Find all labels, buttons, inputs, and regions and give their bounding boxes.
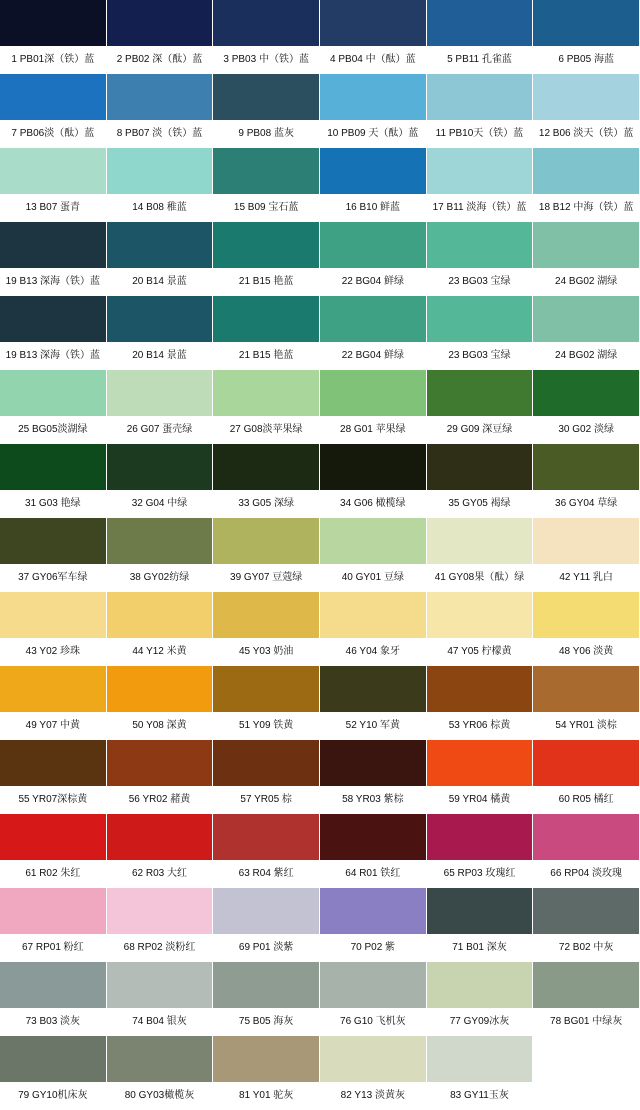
color-swatch-cell <box>533 666 640 740</box>
color-label: 50 Y08 深黄 <box>107 712 213 739</box>
color-chip <box>533 222 639 268</box>
color-label: 6 PB05 海蓝 <box>533 46 639 73</box>
color-chip <box>213 740 319 786</box>
color-swatch-cell <box>533 370 640 444</box>
color-swatch-cell <box>107 148 214 222</box>
color-swatch-cell <box>107 74 214 148</box>
color-swatch-cell <box>320 666 427 740</box>
color-label: 2 PB02 深（酞）蓝 <box>107 46 213 73</box>
color-swatch-cell <box>107 888 214 962</box>
color-label: 3 PB03 中（铁）蓝 <box>213 46 319 73</box>
color-swatch-cell <box>320 888 427 962</box>
color-chip <box>533 740 639 786</box>
color-label: 80 GY03橄榄灰 <box>107 1082 213 1109</box>
color-chip <box>0 666 106 712</box>
color-chip <box>213 370 319 416</box>
color-label: 66 RP04 淡玫瑰 <box>533 860 639 887</box>
color-label: 62 R03 大红 <box>107 860 213 887</box>
color-chip <box>320 74 426 120</box>
color-label: 83 GY11玉灰 <box>427 1082 533 1109</box>
color-swatch-cell <box>0 296 107 370</box>
color-label: 59 YR04 橘黄 <box>427 786 533 813</box>
color-label: 67 RP01 粉红 <box>0 934 106 961</box>
color-swatch-cell <box>320 740 427 814</box>
color-chip <box>213 0 319 46</box>
color-chip <box>320 592 426 638</box>
color-chip <box>0 74 106 120</box>
color-swatch-cell <box>213 222 320 296</box>
color-swatch-cell <box>107 1036 214 1110</box>
color-swatch-cell <box>533 1036 640 1110</box>
color-chip <box>427 222 533 268</box>
color-swatch-cell <box>0 962 107 1036</box>
color-swatch-cell <box>427 518 534 592</box>
color-swatch-cell <box>107 592 214 666</box>
color-swatch-cell <box>427 1036 534 1110</box>
color-swatch-cell <box>0 592 107 666</box>
color-chip <box>0 518 106 564</box>
color-chip <box>107 444 213 490</box>
color-chip <box>107 1036 213 1082</box>
color-label: 49 Y07 中黄 <box>0 712 106 739</box>
color-swatch-cell <box>320 444 427 518</box>
color-swatch-cell <box>533 148 640 222</box>
color-swatch-cell <box>0 74 107 148</box>
color-chip <box>107 370 213 416</box>
color-label: 58 YR03 紫棕 <box>320 786 426 813</box>
color-label: 18 B12 中海（铁）蓝 <box>533 194 639 221</box>
color-label: 47 Y05 柠檬黄 <box>427 638 533 665</box>
color-label: 33 G05 深绿 <box>213 490 319 517</box>
color-swatch-cell <box>213 1036 320 1110</box>
color-swatch-cell <box>320 1036 427 1110</box>
color-label: 77 GY09冰灰 <box>427 1008 533 1035</box>
color-label: 42 Y11 乳白 <box>533 564 639 591</box>
color-swatch-cell <box>107 962 214 1036</box>
color-swatch-cell <box>427 592 534 666</box>
color-chip <box>427 888 533 934</box>
color-label: 32 G04 中绿 <box>107 490 213 517</box>
color-label: 9 PB08 蓝灰 <box>213 120 319 147</box>
color-label: 69 P01 淡紫 <box>213 934 319 961</box>
color-swatch-cell <box>213 814 320 888</box>
color-swatch-cell <box>320 592 427 666</box>
color-chip <box>320 740 426 786</box>
color-label: 28 G01 苹果绿 <box>320 416 426 443</box>
color-chip <box>0 962 106 1008</box>
color-chip <box>427 666 533 712</box>
color-swatch-cell <box>107 740 214 814</box>
color-label: 78 BG01 中绿灰 <box>533 1008 639 1035</box>
color-label: 17 B11 淡海（铁）蓝 <box>427 194 533 221</box>
color-swatch-cell <box>0 148 107 222</box>
color-chip <box>213 74 319 120</box>
color-swatch-cell <box>533 962 640 1036</box>
color-swatch-cell <box>213 74 320 148</box>
color-chip <box>320 962 426 1008</box>
color-chip <box>107 74 213 120</box>
color-label: 61 R02 朱红 <box>0 860 106 887</box>
color-label: 76 G10 飞机灰 <box>320 1008 426 1035</box>
color-label: 31 G03 艳绿 <box>0 490 106 517</box>
color-chip <box>533 1036 639 1082</box>
color-chip <box>213 518 319 564</box>
color-swatch-cell <box>0 222 107 296</box>
color-swatch-cell <box>107 518 214 592</box>
color-label: 23 BG03 宝绿 <box>427 342 533 369</box>
color-swatch-cell <box>320 518 427 592</box>
color-swatch-cell <box>427 222 534 296</box>
color-label: 8 PB07 淡（铁）蓝 <box>107 120 213 147</box>
color-label: 27 G08淡苹果绿 <box>213 416 319 443</box>
color-label: 60 R05 橘红 <box>533 786 639 813</box>
color-label: 52 Y10 军黄 <box>320 712 426 739</box>
color-swatch-cell <box>107 814 214 888</box>
color-chip <box>427 962 533 1008</box>
color-swatch-cell <box>533 814 640 888</box>
color-chip <box>427 148 533 194</box>
color-swatch-cell <box>213 888 320 962</box>
color-label: 70 P02 紫 <box>320 934 426 961</box>
color-label: 34 G06 橄榄绿 <box>320 490 426 517</box>
color-label: 53 YR06 棕黄 <box>427 712 533 739</box>
color-chip <box>533 370 639 416</box>
color-label: 40 GY01 豆绿 <box>320 564 426 591</box>
color-chip <box>533 296 639 342</box>
color-chip <box>107 518 213 564</box>
color-chip <box>320 518 426 564</box>
color-label: 35 GY05 褐绿 <box>427 490 533 517</box>
color-label: 54 YR01 淡棕 <box>533 712 639 739</box>
color-swatch-cell <box>320 296 427 370</box>
color-chip <box>107 666 213 712</box>
color-label: 65 RP03 玫瑰红 <box>427 860 533 887</box>
color-label: 79 GY10机床灰 <box>0 1082 106 1109</box>
color-swatch-cell <box>213 444 320 518</box>
color-swatch-cell <box>0 444 107 518</box>
color-label: 55 YR07深棕黄 <box>0 786 106 813</box>
color-chip <box>213 444 319 490</box>
color-swatch-cell <box>427 370 534 444</box>
color-swatch-cell <box>213 666 320 740</box>
color-chip <box>107 888 213 934</box>
color-swatch-cell <box>107 370 214 444</box>
color-swatch-cell <box>427 74 534 148</box>
color-label: 29 G09 深豆绿 <box>427 416 533 443</box>
color-label: 21 B15 艳蓝 <box>213 268 319 295</box>
color-chip <box>107 962 213 1008</box>
color-chip <box>213 1036 319 1082</box>
color-swatch-cell <box>213 740 320 814</box>
color-swatch-cell <box>427 814 534 888</box>
color-label: 81 Y01 驼灰 <box>213 1082 319 1109</box>
color-chip <box>533 962 639 1008</box>
color-chip <box>427 592 533 638</box>
color-label: 57 YR05 棕 <box>213 786 319 813</box>
color-chip <box>0 444 106 490</box>
color-label: 74 B04 银灰 <box>107 1008 213 1035</box>
color-chip <box>427 296 533 342</box>
color-chip <box>107 296 213 342</box>
color-chip <box>427 370 533 416</box>
color-chip <box>320 0 426 46</box>
color-chip <box>213 148 319 194</box>
color-swatch-cell <box>213 148 320 222</box>
color-label: 71 B01 深灰 <box>427 934 533 961</box>
color-label: 15 B09 宝石蓝 <box>213 194 319 221</box>
color-chip <box>427 0 533 46</box>
color-chip <box>213 814 319 860</box>
color-chip <box>107 740 213 786</box>
color-swatch-cell <box>533 222 640 296</box>
color-label: 1 PB01深（铁）蓝 <box>0 46 106 73</box>
color-swatch-cell <box>320 0 427 74</box>
color-swatch-cell <box>0 888 107 962</box>
color-label: 68 RP02 淡粉红 <box>107 934 213 961</box>
color-label: 26 G07 蛋壳绿 <box>107 416 213 443</box>
color-chip <box>107 592 213 638</box>
color-chip <box>107 814 213 860</box>
color-label: 37 GY06军车绿 <box>0 564 106 591</box>
color-label: 75 B05 海灰 <box>213 1008 319 1035</box>
color-swatch-cell <box>320 962 427 1036</box>
color-label: 45 Y03 奶油 <box>213 638 319 665</box>
color-swatch-cell <box>213 0 320 74</box>
color-chip <box>107 148 213 194</box>
color-chip <box>533 518 639 564</box>
color-swatch-cell <box>533 74 640 148</box>
color-chip <box>320 444 426 490</box>
color-swatch-cell <box>320 148 427 222</box>
color-swatch-cell <box>427 962 534 1036</box>
color-label <box>533 1082 639 1109</box>
color-chip <box>320 888 426 934</box>
color-swatch-cell <box>533 444 640 518</box>
color-swatch-cell <box>533 518 640 592</box>
color-label: 23 BG03 宝绿 <box>427 268 533 295</box>
color-label: 19 B13 深海（铁）蓝 <box>0 342 106 369</box>
color-label: 10 PB09 天（酞）蓝 <box>320 120 426 147</box>
color-label: 4 PB04 中（酞）蓝 <box>320 46 426 73</box>
color-swatch-cell <box>0 1036 107 1110</box>
color-chip <box>427 740 533 786</box>
color-chip <box>213 888 319 934</box>
color-chip <box>213 222 319 268</box>
color-label: 30 G02 淡绿 <box>533 416 639 443</box>
color-chip <box>533 814 639 860</box>
color-swatch-cell <box>533 296 640 370</box>
color-swatch-cell <box>213 518 320 592</box>
color-label: 22 BG04 鲜绿 <box>320 342 426 369</box>
color-label: 22 BG04 鲜绿 <box>320 268 426 295</box>
color-chip <box>427 518 533 564</box>
color-chip <box>213 666 319 712</box>
color-label: 16 B10 鲜蓝 <box>320 194 426 221</box>
color-chip <box>320 666 426 712</box>
color-swatch-cell <box>213 962 320 1036</box>
color-chip <box>107 222 213 268</box>
color-label: 13 B07 蛋青 <box>0 194 106 221</box>
color-swatch-cell <box>107 0 214 74</box>
color-swatch-cell <box>320 370 427 444</box>
color-swatch-cell <box>213 296 320 370</box>
color-swatch-cell <box>320 74 427 148</box>
color-swatch-cell <box>533 740 640 814</box>
color-swatch-cell <box>107 444 214 518</box>
color-swatch-cell <box>427 444 534 518</box>
color-chip <box>0 592 106 638</box>
color-label: 46 Y04 象牙 <box>320 638 426 665</box>
color-label: 41 GY08果（酞）绿 <box>427 564 533 591</box>
color-chip <box>533 0 639 46</box>
color-label: 20 B14 景蓝 <box>107 342 213 369</box>
color-chip <box>0 370 106 416</box>
color-swatch-cell <box>427 888 534 962</box>
color-chip <box>533 888 639 934</box>
color-chip <box>427 444 533 490</box>
color-label: 36 GY04 草绿 <box>533 490 639 517</box>
color-swatch-cell <box>320 814 427 888</box>
color-label: 73 B03 淡灰 <box>0 1008 106 1035</box>
color-chip <box>0 888 106 934</box>
color-swatch-cell <box>427 148 534 222</box>
color-label: 12 B06 淡天（铁）蓝 <box>533 120 639 147</box>
color-swatch-cell <box>533 888 640 962</box>
color-swatch-cell <box>213 370 320 444</box>
color-swatch-cell <box>533 0 640 74</box>
color-label: 38 GY02纺绿 <box>107 564 213 591</box>
color-label: 39 GY07 豆蔻绿 <box>213 564 319 591</box>
color-swatch-cell <box>427 0 534 74</box>
color-swatch-cell <box>320 222 427 296</box>
color-swatch-cell <box>0 814 107 888</box>
color-chip <box>427 74 533 120</box>
color-chip <box>533 592 639 638</box>
color-chip <box>427 1036 533 1082</box>
color-label: 44 Y12 米黄 <box>107 638 213 665</box>
color-chip <box>533 74 639 120</box>
color-chip <box>533 444 639 490</box>
color-chip <box>0 222 106 268</box>
color-swatch-cell <box>0 0 107 74</box>
color-swatch-cell <box>427 740 534 814</box>
color-label: 24 BG02 湖绿 <box>533 268 639 295</box>
color-chip <box>0 0 106 46</box>
color-swatch-cell <box>533 592 640 666</box>
color-label: 63 R04 紫红 <box>213 860 319 887</box>
color-chip <box>0 148 106 194</box>
color-swatch-cell <box>427 296 534 370</box>
color-swatch-cell <box>0 740 107 814</box>
color-chip <box>320 814 426 860</box>
color-chip <box>0 1036 106 1082</box>
color-swatch-cell <box>0 370 107 444</box>
color-label: 43 Y02 珍珠 <box>0 638 106 665</box>
color-swatch-cell <box>213 592 320 666</box>
color-label: 25 BG05淡湖绿 <box>0 416 106 443</box>
color-chip <box>320 1036 426 1082</box>
color-chip <box>213 592 319 638</box>
color-chip <box>320 296 426 342</box>
color-label: 21 B15 艳蓝 <box>213 342 319 369</box>
color-swatch-cell <box>0 666 107 740</box>
color-label: 72 B02 中灰 <box>533 934 639 961</box>
color-chip <box>0 296 106 342</box>
color-label: 19 B13 深海（铁）蓝 <box>0 268 106 295</box>
color-chip <box>213 296 319 342</box>
color-chip <box>0 814 106 860</box>
color-label: 64 R01 铁红 <box>320 860 426 887</box>
color-label: 56 YR02 赭黄 <box>107 786 213 813</box>
color-swatch-cell <box>107 666 214 740</box>
color-label: 51 Y09 铁黄 <box>213 712 319 739</box>
color-chip <box>0 740 106 786</box>
color-chip <box>320 148 426 194</box>
color-label: 5 PB11 孔雀蓝 <box>427 46 533 73</box>
color-swatch-cell <box>0 518 107 592</box>
color-chip <box>107 0 213 46</box>
color-label: 24 BG02 湖绿 <box>533 342 639 369</box>
color-chip <box>533 666 639 712</box>
color-label: 11 PB10天（铁）蓝 <box>427 120 533 147</box>
color-swatch-cell <box>107 222 214 296</box>
color-chip <box>320 370 426 416</box>
color-label: 14 B08 稚蓝 <box>107 194 213 221</box>
color-chip <box>427 814 533 860</box>
color-swatch-cell <box>427 666 534 740</box>
color-label: 20 B14 景蓝 <box>107 268 213 295</box>
color-chip <box>213 962 319 1008</box>
color-label: 7 PB06淡（酞）蓝 <box>0 120 106 147</box>
color-swatch-cell <box>107 296 214 370</box>
color-chip <box>320 222 426 268</box>
color-label: 82 Y13 淡黄灰 <box>320 1082 426 1109</box>
color-chip <box>533 148 639 194</box>
color-label: 48 Y06 淡黄 <box>533 638 639 665</box>
